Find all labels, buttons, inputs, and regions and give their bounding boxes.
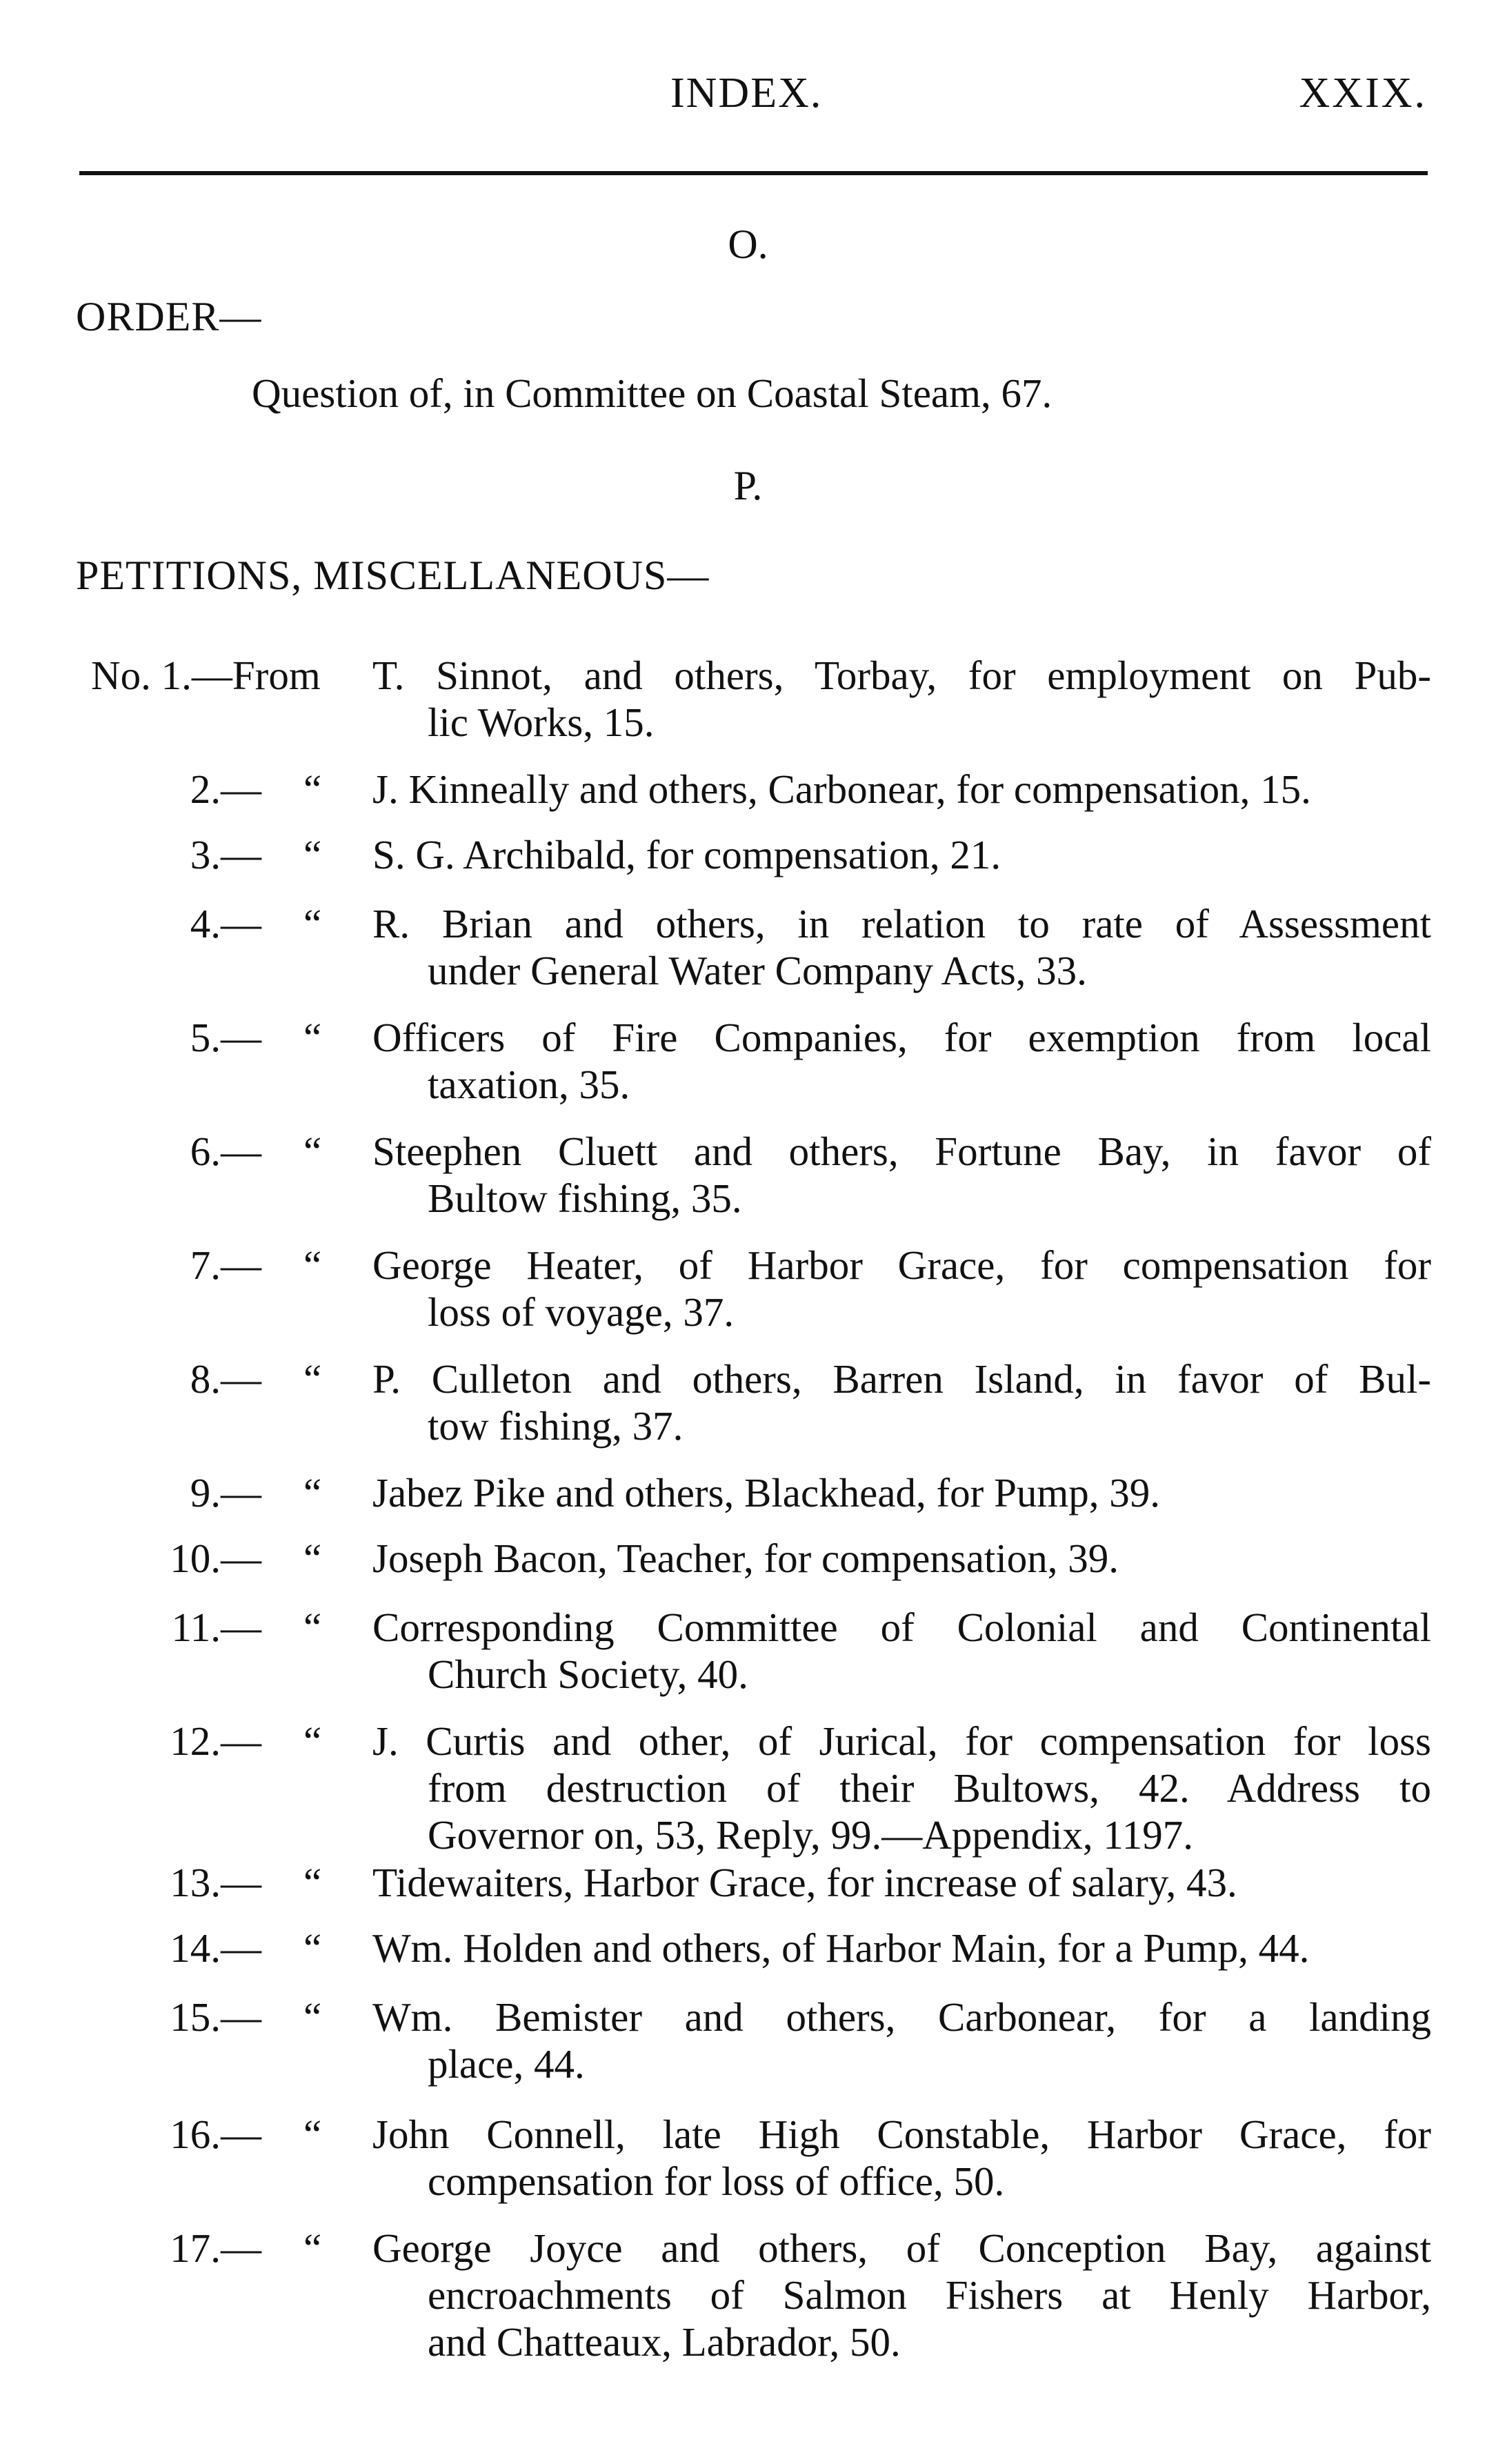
entry-line: Tidewaiters, Harbor Grace, for increase of salary, 43. xyxy=(372,1860,1237,1905)
petition-number: 13.— xyxy=(170,1860,261,1905)
ditto-mark: “ xyxy=(303,1536,322,1581)
ditto-mark: “ xyxy=(303,901,322,946)
ditto-mark: “ xyxy=(303,1470,322,1516)
entry-line: Jabez Pike and others, Blackhead, for Pump, 39. xyxy=(372,1470,1161,1516)
petition-text xyxy=(372,1128,1431,1222)
petition-text xyxy=(372,1535,1431,1582)
petition-text xyxy=(372,766,1431,813)
ditto-mark: “ xyxy=(303,2225,322,2271)
petition-text xyxy=(372,1469,1431,1516)
entry-line: tow fishing, 37. xyxy=(428,1403,684,1449)
petition-number: 14.— xyxy=(170,1925,261,1971)
petition-text xyxy=(372,1604,1431,1698)
entry-line: compensation for loss of office, 50. xyxy=(428,2158,1005,2204)
petition-number: 9.— xyxy=(190,1470,261,1516)
entry-line: Governor on, 53, Reply, 99.—Appendix, 1197. xyxy=(428,1812,1193,1858)
entry-line: encroachments of Salmon Fishers at Henly Harbor, xyxy=(428,2272,1431,2318)
petition-text xyxy=(372,1355,1431,1449)
ditto-mark: “ xyxy=(303,766,322,812)
order-entry: Question of, in Committee on Coastal Steam, 67. xyxy=(252,370,1053,416)
petition-number: 16.— xyxy=(170,2112,261,2157)
entry-line: Steephen Cluett and others, Fortune Bay, in favor of xyxy=(372,1129,1431,1174)
petition-text xyxy=(372,900,1431,994)
petition-number: 4.— xyxy=(190,901,261,946)
petition-number: 10.— xyxy=(170,1536,261,1581)
ditto-mark: “ xyxy=(303,832,322,877)
petition-number: 11.— xyxy=(171,1604,261,1650)
entry-line: John Connell, late High Constable, Harbor Grace, for xyxy=(372,2112,1431,2157)
petition-text xyxy=(372,1014,1431,1108)
ditto-mark: “ xyxy=(303,1604,322,1650)
ditto-mark: “ xyxy=(303,1129,322,1174)
header-rule xyxy=(79,171,1428,175)
ditto-mark: “ xyxy=(303,1860,322,1905)
ditto-mark: “ xyxy=(303,1242,322,1288)
petition-number: 7.— xyxy=(190,1242,261,1288)
entry-line: T. Sinnot, and others, Torbay, for employment on Pub- xyxy=(372,653,1431,698)
petition-text xyxy=(372,1925,1431,1971)
entry-line: George Joyce and others, of Conception Bay, against xyxy=(372,2225,1431,2271)
entry-line: J. Curtis and other, of Jurical, for compensation for loss xyxy=(372,1718,1431,1764)
heading-order: ORDER— xyxy=(76,294,262,339)
entry-line: lic Works, 15. xyxy=(428,699,655,745)
ditto-mark: “ xyxy=(303,1356,322,1402)
petition-text xyxy=(372,1242,1431,1335)
page-number: XXIX. xyxy=(1299,70,1427,117)
entry-line: P. Culleton and others, Barren Island, in favor of Bul- xyxy=(372,1356,1431,1402)
entry-line: loss of voyage, 37. xyxy=(428,1289,735,1335)
petition-text-1 xyxy=(372,652,1431,746)
petition-text xyxy=(372,831,1431,878)
ditto-mark: “ xyxy=(303,1925,322,1971)
petition-number: 15.— xyxy=(170,1994,261,2040)
entry-line: J. Kinneally and others, Carbonear, for compensation, 15. xyxy=(372,766,1311,812)
petition-text xyxy=(372,1859,1431,1906)
running-title: INDEX. xyxy=(670,70,823,117)
ditto-mark: “ xyxy=(303,2112,322,2157)
entry-line: Wm. Holden and others, of Harbor Main, for a Pump, 44. xyxy=(372,1925,1310,1971)
petition-number: 6.— xyxy=(190,1129,261,1174)
entry-line: and Chatteaux, Labrador, 50. xyxy=(428,2319,901,2365)
entry-line: under General Water Company Acts, 33. xyxy=(428,948,1087,993)
petition-number: 17.— xyxy=(170,2225,261,2271)
entry-line: from destruction of their Bultows, 42. Address to xyxy=(428,1765,1431,1811)
heading-petitions: PETITIONS, MISCELLANEOUS— xyxy=(76,553,710,598)
ditto-mark: “ xyxy=(303,1015,322,1060)
petition-number: 5.— xyxy=(190,1015,261,1060)
section-letter-o: O. xyxy=(728,221,768,267)
entry-line: Officers of Fire Companies, for exemption from local xyxy=(372,1015,1431,1060)
entry-line: R. Brian and others, in relation to rate of Assessment xyxy=(372,901,1431,946)
entry-line: S. G. Archibald, for compensation, 21. xyxy=(372,832,1001,877)
petition-number: 12.— xyxy=(170,1718,261,1764)
entry-line: Wm. Bemister and others, Carbonear, for a landing xyxy=(372,1994,1431,2040)
petition-number-1: No. 1.—From xyxy=(91,653,321,698)
petition-number: 8.— xyxy=(190,1356,261,1402)
petition-text xyxy=(372,1994,1431,2087)
entry-line: Bultow fishing, 35. xyxy=(428,1175,742,1221)
petition-number: 2.— xyxy=(190,766,261,812)
entry-line: Corresponding Committee of Colonial and Continental xyxy=(372,1604,1431,1650)
entry-line: George Heater, of Harbor Grace, for compensation for xyxy=(372,1242,1431,1288)
entry-line: Church Society, 40. xyxy=(428,1651,748,1697)
entry-line: Joseph Bacon, Teacher, for compensation, 39. xyxy=(372,1536,1119,1581)
section-letter-p: P. xyxy=(733,463,763,508)
ditto-mark: “ xyxy=(303,1718,322,1764)
page-header xyxy=(0,69,1496,131)
petition-text xyxy=(372,2225,1431,2365)
entry-line: place, 44. xyxy=(428,2041,585,2087)
entry-line: taxation, 35. xyxy=(428,1062,630,1107)
petition-text xyxy=(372,2111,1431,2205)
petition-number: 3.— xyxy=(190,832,261,877)
petition-text xyxy=(372,1718,1431,1858)
ditto-mark: “ xyxy=(303,1994,322,2040)
